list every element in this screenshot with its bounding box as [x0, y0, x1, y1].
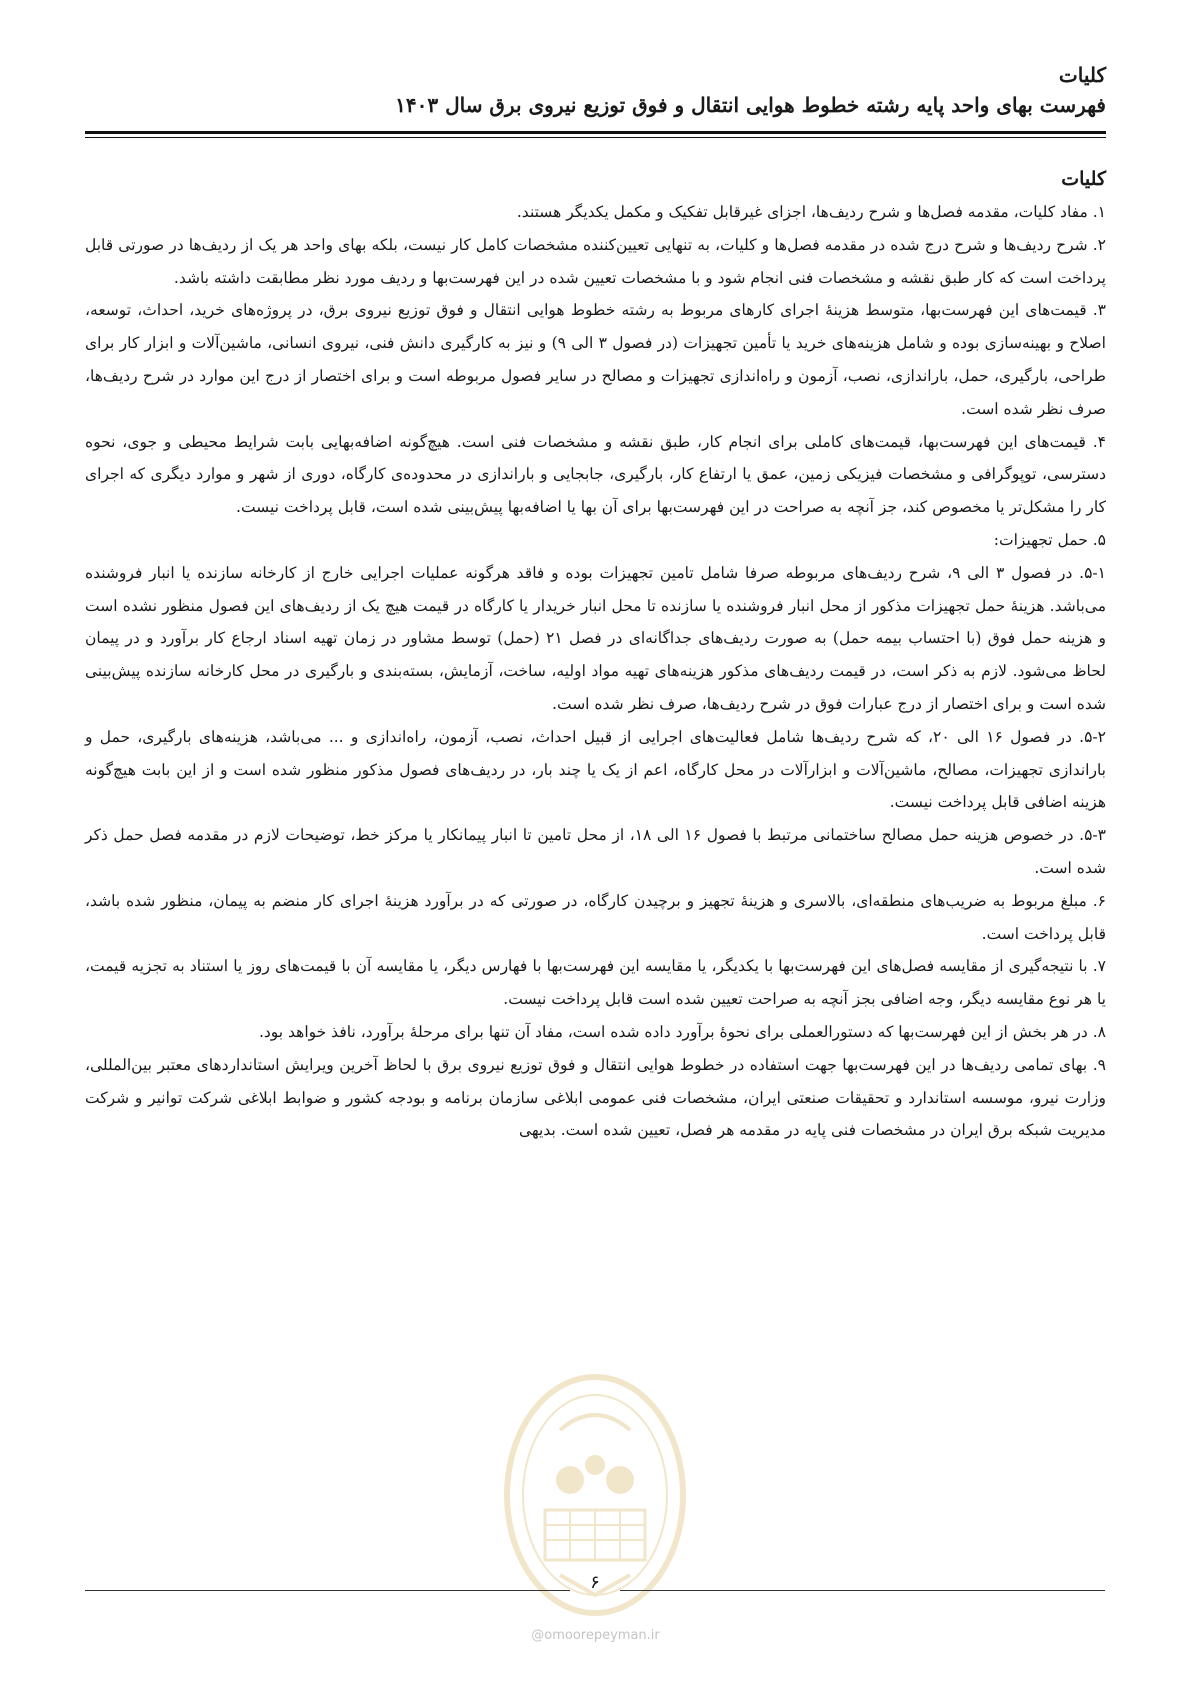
body-text	[85, 196, 1106, 1147]
footer-rule-left	[85, 1590, 570, 1591]
paragraph-1: ۱. مفاد کلیات، مقدمه فصل‌ها و شرح ردیف‌ها، اجزای غیرقابل تفکیک و مکمل یکدیگر هستند.	[516, 203, 1106, 221]
paragraph-5: ۵. حمل تجهیزات:	[993, 530, 1106, 549]
paragraph-6: ۶. مبلغ مربوط به ضریب‌های منطقه‌ای، بالاسری و هزینهٔ تجهیز و برچیدن کارگاه، در صورتی که در برآورد هزینهٔ اجرای کار منضم به پیمان، منظور شده باشد، قابل پرداخت است.	[85, 891, 1106, 943]
header-rule-thick	[85, 131, 1106, 134]
header-rule-thin	[85, 137, 1106, 138]
paragraph-3: ۳. قیمت‌های این فهرست‌بها، متوسط هزینهٔ اجرای کارهای مربوط به رشته خطوط هوایی انتقال و فوق توزیع نیروی برق، در پروژه‌های خرید، احداث، توسعه، اصلاح و بهینه‌سازی بوده و شامل هزینه‌های خرید یا تأمین تجهیزات (در فصول ۳ الی ۹) و نیز به کارگیری دانش فنی، نیروی انسانی، ماشین‌آلات و ابزار کار برای طراحی، بارگیری، حمل، باراندازی، نصب، آزمون و راه‌اندازی تجهیزات و مصالح در سایر فصول مربوطه است و برای اختصار از درج این موارد در شرح ردیف‌ها، صرف نظر شده است.	[85, 301, 1106, 418]
page-number: ۶	[590, 1572, 600, 1593]
header-section-label: کلیات	[1058, 63, 1106, 87]
paragraph-4: ۴. قیمت‌های این فهرست‌بها، قیمت‌های کاملی برای انجام کار، طبق نقشه و مشخصات فنی است. هیچ‌گونه اضافه‌بهایی بابت شرایط محیطی و جوی، نحوه دسترسی، توپوگرافی و مشخصات فیزیکی زمین، عمق یا ارتفاع کار، بارگیری، جابجایی و باراندازی در محدوده‌ی کارگاه، دوری از شهر و موارد دیگری که اجرای کار را مشکل‌تر یا مخصوص کند، جز آنچه به صراحت در این فهرست‌بها برای آن بها یا اضافه‌بها پیش‌بینی شده است، قابل پرداخت نیست.	[85, 432, 1106, 517]
paragraph-7: ۷. با نتیجه‌گیری از مقایسه فصل‌های این فهرست‌بها با یکدیگر، یا مقایسه این فهرست‌بها با فهارس دیگر، یا مقایسه آن با قیمت‌های روز یا استناد به تجزیه قیمت، یا هر نوع مقایسه دیگر، وجه اضافی بجز آنچه به صراحت تعیین شده است قابل پرداخت نیست.	[85, 957, 1106, 1009]
header-document-title: فهرست بهای واحد پایه رشته خطوط هوایی انتقال و فوق توزیع نیروی برق سال ۱۴۰۳	[395, 93, 1106, 117]
paragraph-9: ۹. بهای تمامی ردیف‌ها در این فهرست‌بها جهت استفاده در خطوط هوایی انتقال و فوق توزیع نیروی برق با لحاظ آخرین ویرایش استانداردهای معتبر بین‌المللی، وزارت نیرو، موسسه استاندارد و تحقیقات صنعتی ایران، مشخصات فنی عمومی ابلاغی سازمان برنامه و بودجه کشور و ضوابط ابلاغی شرکت توانیر و شرکت مدیریت شبکه برق ایران در مشخصات فنی پایه در مقدمه هر فصل، تعیین شده است. بدیهی	[85, 1055, 1106, 1140]
paragraph-2: ۲. شرح ردیف‌ها و شرح درج شده در مقدمه فصل‌ها و کلیات، به تنهایی تعیین‌کننده مشخصات کامل کار نیست، بلکه بهای واحد هر یک از ردیف‌ها در صورتی قابل پرداخت است که کار طبق نقشه و مشخصات فنی انجام شود و با مشخصات تعیین شده در این فهرست‌بها و ردیف مورد نظر مطابقت داشته باشد.	[85, 235, 1106, 287]
paragraph-5-3: ۵-۳. در خصوص هزینه حمل مصالح ساختمانی مرتبط با فصول ۱۶ الی ۱۸، از محل تامین تا انبار پیمانکار یا مرکز خط، توضیحات لازم در مقدمه فصل حمل ذکر شده است.	[85, 826, 1106, 877]
paragraph-5-2: ۵-۲. در فصول ۱۶ الی ۲۰، که شرح ردیف‌ها شامل فعالیت‌های اجرایی از قبیل احداث، نصب، آزمون، راه‌اندازی و ... می‌باشد، هزینه‌های بارگیری، حمل و باراندازی تجهیزات، مصالح، ماشین‌آلات و ابزارآلات در محل کارگاه، اعم از یک یا چند بار، در ردیف‌های فصول مذکور منظور شده است و از این بابت هیچ‌گونه هزینه اضافی قابل پرداخت نیست.	[85, 727, 1106, 812]
section-title: کلیات	[1061, 168, 1106, 190]
paragraph-8: ۸. در هر بخش از این فهرست‌بها که دستورالعملی برای نحوهٔ برآورد داده شده است، مفاد آن تنها برای مرحلهٔ برآورد، نافذ خواهد بود.	[258, 1022, 1106, 1041]
paragraph-5-1: ۵-۱. در فصول ۳ الی ۹، شرح ردیف‌های مربوطه صرفا شامل تامین تجهیزات بوده و فاقد هرگونه عملیات اجرایی خارج از کارخانه سازنده یا انبار فروشنده می‌باشد. هزینهٔ حمل تجهیزات مذکور از محل انبار فروشنده یا سازنده تا محل انبار خریدار یا کارگاه در قیمت هیچ یک از ردیف‌های این فصول منظور نشده است و هزینه حمل فوق (با احتساب بیمه حمل) به صورت ردیف‌های جداگانه‌ای در فصل ۲۱ (حمل) توسط مشاور در زمان تهیه اسناد ارجاع کار برآورد و در پیمان لحاظ می‌شود. لازم به ذکر است، در قیمت ردیف‌های مذکور هزینه‌های تهیه مواد اولیه، ساخت، آزمایش، بسته‌بندی و بارگیری در محل کارخانه سازنده پیش‌بینی شده است و برای اختصار از درج عبارات فوق در شرح ردیف‌ها، صرف نظر شده است.	[85, 563, 1107, 713]
page-header	[85, 60, 1106, 120]
site-watermark-text: @omoorepeyman.ir	[531, 1628, 660, 1643]
footer-rule-right	[620, 1590, 1105, 1591]
